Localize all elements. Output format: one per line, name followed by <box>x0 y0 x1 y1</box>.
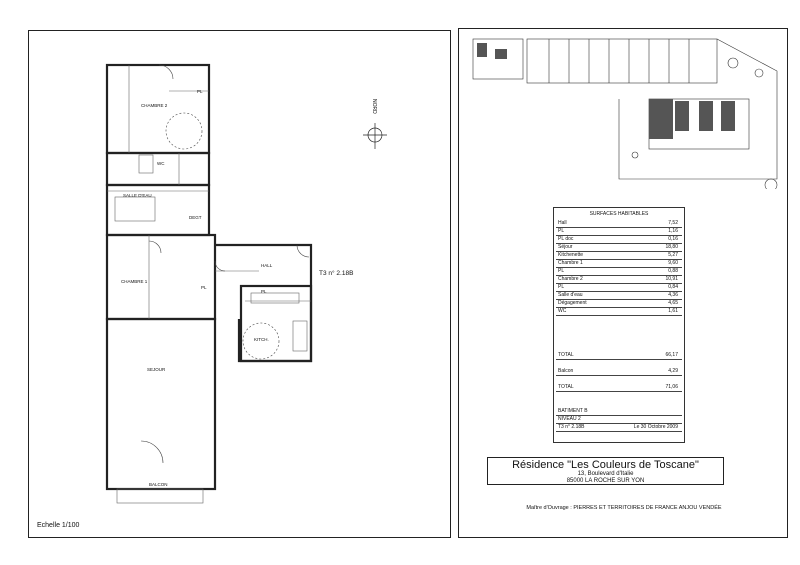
surface-row-value: 1,16 <box>668 228 678 234</box>
surface-row <box>556 284 682 292</box>
surface-row-label: Séjour <box>558 244 573 250</box>
residence-street: 13, Boulevard d'Italie <box>577 471 634 477</box>
surface-row-value: 4,36 <box>668 292 678 298</box>
surface-row <box>556 308 682 316</box>
sejour-walls <box>107 319 215 489</box>
unit-reference: T3 n° 2.18B <box>319 270 354 277</box>
maitre-ouvrage: Maître d'Ouvrage : PIERRES ET TERRITOIRES DE FRANCE ANJOU VENDÉE <box>526 505 722 511</box>
surface-row-label: PL doc <box>558 236 574 242</box>
total-value: 66,17 <box>665 352 678 358</box>
north-label: NORD <box>371 99 377 114</box>
total2-value: 71,06 <box>665 384 678 390</box>
surface-row <box>556 260 682 268</box>
room-label-sejour: SEJOUR <box>147 367 166 372</box>
rotation-circle <box>166 113 202 149</box>
surface-row-value: 10,91 <box>665 276 678 282</box>
room-label-salle-deau: SALLE D'EAU <box>123 193 152 198</box>
wc-walls <box>107 153 209 185</box>
total2-label: TOTAL <box>558 384 574 390</box>
surface-row-label: Kitchenette <box>558 252 584 258</box>
surface-row-value: 4,65 <box>668 300 678 306</box>
surface-row-label: Chambre 1 <box>558 260 583 266</box>
surface-row-value: 18,80 <box>665 244 678 250</box>
batiment-label: BATIMENT B <box>558 408 588 414</box>
surface-row-value: 5,27 <box>668 252 678 258</box>
surfaces-table <box>553 207 685 443</box>
room-label-pl: PL <box>201 285 207 290</box>
surface-row <box>556 276 682 284</box>
total-label: TOTAL <box>558 352 574 358</box>
room-label-pl-doc: PL <box>261 289 267 294</box>
chambre1-walls <box>107 235 215 319</box>
kitchen-walls <box>241 286 311 361</box>
surface-row <box>556 252 682 260</box>
room-label-chambre2: CHAMBRE 2 <box>141 103 168 108</box>
batiment-row <box>556 408 682 416</box>
surface-row <box>556 292 682 300</box>
surface-row <box>556 228 682 236</box>
logement-label: T3 n° 2.18B <box>558 424 585 430</box>
surface-row-label: Chambre 2 <box>558 276 583 282</box>
total-row <box>556 352 682 360</box>
balcon-label: Balcon <box>558 368 574 374</box>
surface-row <box>556 244 682 252</box>
floor-plan-drawing <box>29 31 452 539</box>
surface-row-value: 0,84 <box>668 284 678 290</box>
niveau-row <box>556 416 682 424</box>
surface-row-value: 0,88 <box>668 268 678 274</box>
room-label-wc: WC <box>157 161 165 166</box>
surface-row <box>556 220 682 228</box>
residence-city: 85000 LA ROCHE SUR YON <box>566 478 645 484</box>
date-label: Le 30 Octobre 2009 <box>633 424 678 430</box>
surface-row <box>556 236 682 244</box>
surfaces-table-title: SURFACES HABITABLES <box>589 211 649 217</box>
niveau-label: NIVEAU 2 <box>558 416 581 422</box>
surface-row <box>556 268 682 276</box>
room-label-cuisine: KITCH. <box>254 337 269 342</box>
surface-row-label: Salle d'eau <box>558 292 583 298</box>
surface-row-value: 9,60 <box>668 260 678 266</box>
surface-row-value: 0,16 <box>668 236 678 242</box>
room-label-degagement: DEGT <box>189 215 202 220</box>
surface-row-label: WC <box>558 308 567 314</box>
surface-row-label: PL <box>558 284 565 290</box>
balcon-row <box>556 368 682 376</box>
surface-row-value: 1,61 <box>668 308 678 314</box>
floor-plan-sheet <box>28 30 451 538</box>
room-label-balcon: BALCON <box>149 482 168 487</box>
surface-row-label: PL <box>558 228 565 234</box>
residence-name: Résidence "Les Couleurs de Toscane" <box>512 459 699 471</box>
summary-sheet <box>458 28 788 538</box>
surface-row-label: PL <box>558 268 565 274</box>
room-label-pl-top: PL <box>197 89 203 94</box>
room-label-chambre1: CHAMBRE 1 <box>121 279 148 284</box>
surface-row-value: 7,52 <box>668 220 678 226</box>
total2-row <box>556 384 682 392</box>
logement-row <box>556 424 682 432</box>
surface-row-label: Dégagement <box>558 300 587 306</box>
balcon-value: 4,29 <box>668 368 678 374</box>
chambre2-walls <box>107 65 209 153</box>
scale-label: Echelle 1/100 <box>37 522 80 529</box>
room-label-hall: HALL <box>261 263 273 268</box>
surface-row <box>556 300 682 308</box>
north-arrow-icon <box>363 123 387 149</box>
surface-row-label: Hall <box>558 220 567 226</box>
title-block <box>487 457 724 485</box>
site-plan <box>459 29 789 189</box>
